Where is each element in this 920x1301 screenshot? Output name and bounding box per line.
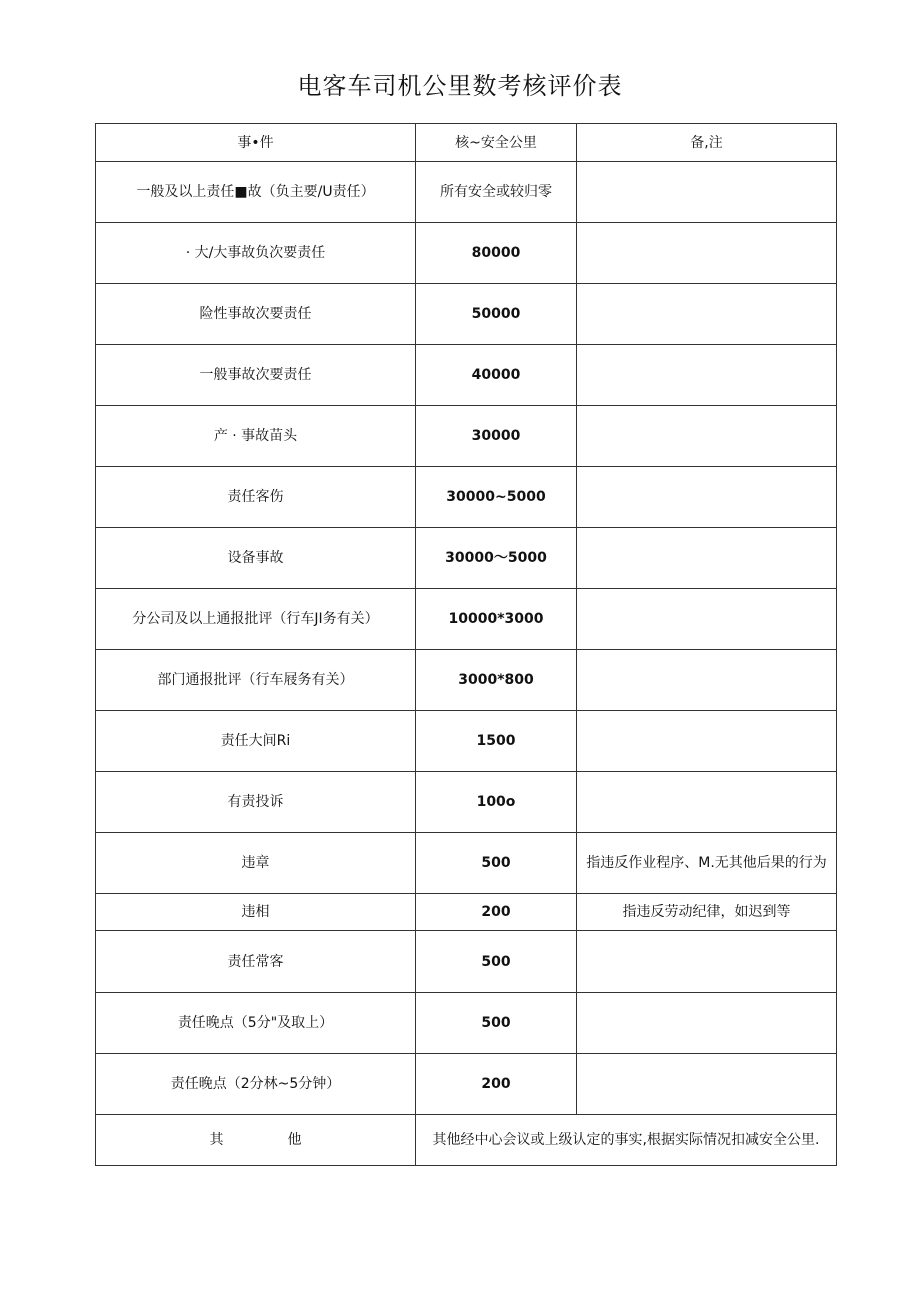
row-event: · 大/大事故负次要责任 bbox=[96, 223, 416, 284]
row-km: 10000*3000 bbox=[416, 589, 577, 650]
row-km: 3000*800 bbox=[416, 650, 577, 711]
row-event: 有责投诉 bbox=[96, 772, 416, 833]
table-row bbox=[96, 931, 837, 993]
table-row bbox=[96, 467, 837, 528]
table-header-row bbox=[96, 124, 837, 162]
row-event: 分公司及以上通报批评（行车JI务有关） bbox=[96, 589, 416, 650]
row-note: 指违反劳动纪律，如迟到等 bbox=[577, 894, 837, 931]
row-event: 责任大间Ri bbox=[96, 711, 416, 772]
row-event: 设备事故 bbox=[96, 528, 416, 589]
document-title: 电客车司机公里数考核评价表 bbox=[297, 72, 623, 100]
evaluation-table bbox=[95, 123, 837, 1166]
row-note bbox=[577, 345, 837, 406]
row-km: 40000 bbox=[416, 345, 577, 406]
other-note: 其他经中心会议或上级认定的事实,根据实际情况扣减安全公里. bbox=[416, 1115, 837, 1166]
row-event: 一般事故次要责任 bbox=[96, 345, 416, 406]
table-row bbox=[96, 1054, 837, 1115]
row-event: 责任晚点（5分"及取上） bbox=[96, 993, 416, 1054]
row-note bbox=[577, 589, 837, 650]
table-row bbox=[96, 528, 837, 589]
row-note bbox=[577, 284, 837, 345]
row-event: 责任晚点（2分林~5分钟） bbox=[96, 1054, 416, 1115]
table-row bbox=[96, 772, 837, 833]
header-note: 备,注 bbox=[577, 124, 837, 162]
row-note bbox=[577, 162, 837, 223]
table-row bbox=[96, 284, 837, 345]
table-row bbox=[96, 223, 837, 284]
row-event: 部门通报批评（行车屐务有关） bbox=[96, 650, 416, 711]
other-label bbox=[96, 1115, 416, 1166]
row-km: 100o bbox=[416, 772, 577, 833]
other-label-a: 其 bbox=[209, 1132, 224, 1148]
header-event: 事•件 bbox=[96, 124, 416, 162]
table-row bbox=[96, 162, 837, 223]
table-row bbox=[96, 993, 837, 1054]
row-event: 责任客伤 bbox=[96, 467, 416, 528]
row-km: 50000 bbox=[416, 284, 577, 345]
row-note bbox=[577, 467, 837, 528]
row-note bbox=[577, 528, 837, 589]
table-row bbox=[96, 589, 837, 650]
row-event: 违相 bbox=[96, 894, 416, 931]
other-label-b: 他 bbox=[287, 1132, 302, 1148]
table-row bbox=[96, 345, 837, 406]
table-row bbox=[96, 406, 837, 467]
row-km: 200 bbox=[416, 894, 577, 931]
row-event: 责任常客 bbox=[96, 931, 416, 993]
row-km: 500 bbox=[416, 993, 577, 1054]
row-km: 30000 bbox=[416, 406, 577, 467]
row-km: 500 bbox=[416, 931, 577, 993]
row-km: 200 bbox=[416, 1054, 577, 1115]
header-km: 核~安全公里 bbox=[416, 124, 577, 162]
table-row bbox=[96, 650, 837, 711]
table-row-other bbox=[96, 1115, 837, 1166]
row-note bbox=[577, 993, 837, 1054]
row-km: 30000~5000 bbox=[416, 467, 577, 528]
row-event: 违章 bbox=[96, 833, 416, 894]
table-row bbox=[96, 833, 837, 894]
row-km: 所有安全或较归零 bbox=[416, 162, 577, 223]
row-event: 产 · 事故苗头 bbox=[96, 406, 416, 467]
table-row bbox=[96, 894, 837, 931]
row-event: 一般及以上责任■故（负主要/U责任） bbox=[96, 162, 416, 223]
row-note bbox=[577, 772, 837, 833]
row-note bbox=[577, 711, 837, 772]
row-note: 指违反作业程序、M.无其他后果的行为 bbox=[577, 833, 837, 894]
row-event: 险性事故次要责任 bbox=[96, 284, 416, 345]
row-km: 30000〜5000 bbox=[416, 528, 577, 589]
row-note bbox=[577, 931, 837, 993]
row-km: 80000 bbox=[416, 223, 577, 284]
row-note bbox=[577, 406, 837, 467]
row-note bbox=[577, 1054, 837, 1115]
row-km: 500 bbox=[416, 833, 577, 894]
row-note bbox=[577, 650, 837, 711]
row-km: 1500 bbox=[416, 711, 577, 772]
table-row bbox=[96, 711, 837, 772]
row-note bbox=[577, 223, 837, 284]
